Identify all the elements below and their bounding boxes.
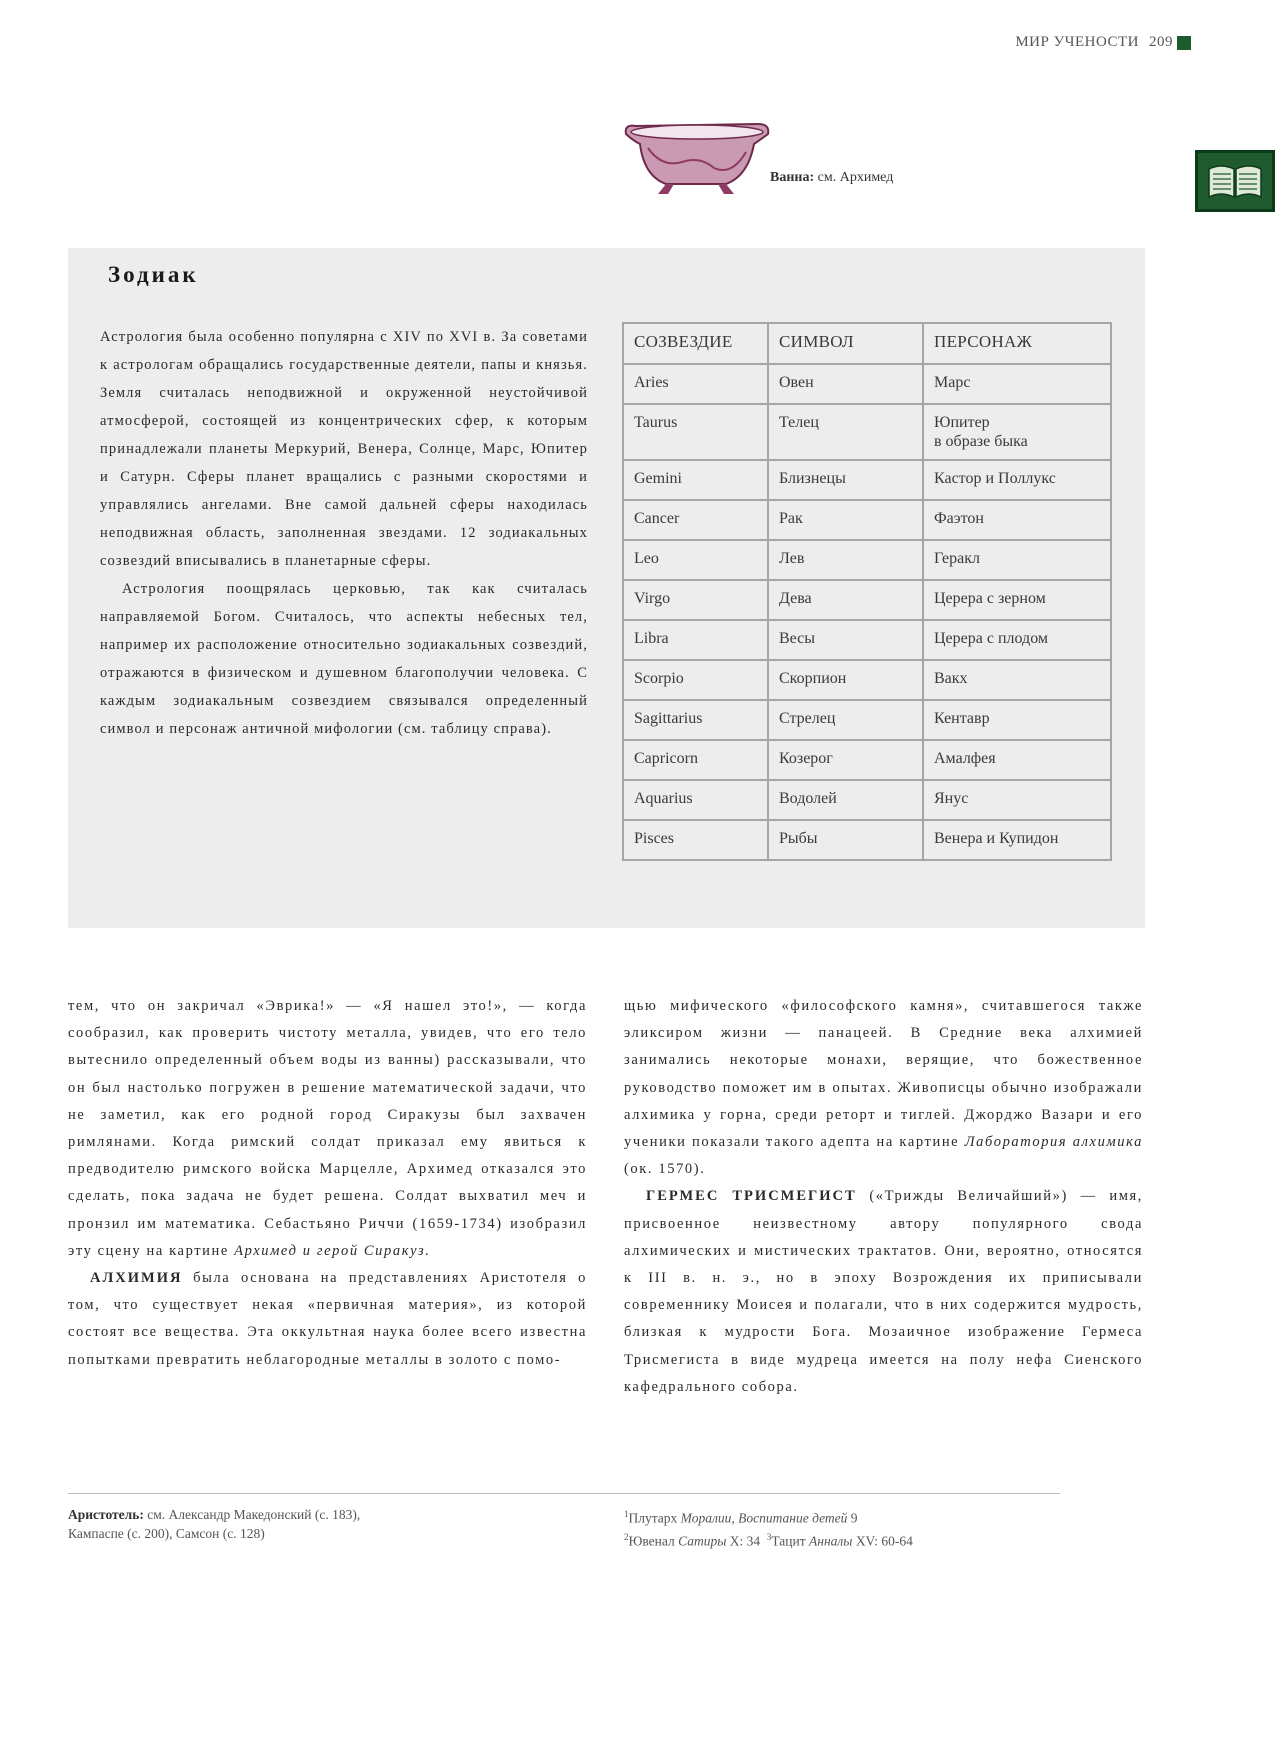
character-cell: Вакх <box>923 660 1111 700</box>
footnote-author: Плутарх <box>628 1510 681 1526</box>
footnote-2-3 <box>624 1528 1044 1551</box>
footnote-ref: 9 <box>847 1510 858 1526</box>
symbol-cell: Рыбы <box>768 820 923 860</box>
character-cell: Янус <box>923 780 1111 820</box>
alchemy-continued-paragraph <box>624 993 1143 1183</box>
archimedes-text: тем, что он закричал «Эврика!» — «Я нашел это!», — когда сообразил, как проверить чистоту металла, увидев, что его тело вытеснило определенный объем воды из ванны) рассказывали, что он был настолько погружен в решение математической задачи, что не заметил, как его родной город Сиракузы был захвачен римлянами. Когда римский солдат приказал ему явиться к предводителю римского войска Марцелле, Архимед отказался это сделать, пока задача не будет решена. Солдат выхватил меч и пронзил им математика. Себастьяно Риччи (1659-1734) изобразил эту сцену на картине <box>68 998 587 1259</box>
header-marker <box>1177 36 1191 50</box>
footnote-1 <box>624 1505 1044 1528</box>
hermes-keyword: ГЕРМЕС ТРИСМЕГИСТ <box>646 1188 857 1205</box>
table-row <box>623 820 1111 860</box>
zodiac-paragraph-2: Астрология поощрялась церковью, так как считалась направляемой Богом. Считалось, что аспекты небесных тел, например их расположение относительно зодиакальных созвездий, отражаются в физическом и душевном благополучии человека. С каждым зодиакальным созвездием связывался определенный символ и персонаж античной мифологии (см. таблицу справа). <box>100 581 588 737</box>
cross-reference-term: Аристотель: <box>68 1507 144 1522</box>
table-row <box>623 580 1111 620</box>
constellation-cell: Gemini <box>623 460 768 500</box>
constellation-cell: Aries <box>623 364 768 404</box>
column-header: СОЗВЕЗДИЕ <box>623 323 768 364</box>
footnote-ref: X: 34 <box>726 1533 761 1548</box>
constellation-cell: Sagittarius <box>623 700 768 740</box>
footnote-author: Тацит <box>771 1533 810 1548</box>
constellation-cell: Leo <box>623 540 768 580</box>
constellation-cell: Capricorn <box>623 740 768 780</box>
page-number: 209 <box>1149 34 1173 50</box>
zodiac-text <box>100 323 588 743</box>
table-row <box>623 500 1111 540</box>
table-row <box>623 364 1111 404</box>
footnote-number: 1 <box>624 1509 629 1519</box>
symbol-cell: Близнецы <box>768 460 923 500</box>
running-head <box>1015 34 1173 51</box>
table-row <box>623 620 1111 660</box>
symbol-cell: Овен <box>768 364 923 404</box>
character-cell: Геракл <box>923 540 1111 580</box>
bath-caption-term: Ванна: <box>770 170 815 185</box>
character-cell: Марс <box>923 364 1111 404</box>
character-cell: Кентавр <box>923 700 1111 740</box>
symbol-cell: Телец <box>768 404 923 460</box>
footnote-number: 3 <box>766 1531 772 1542</box>
footnote-work: Анналы <box>809 1533 853 1548</box>
zodiac-table-body <box>623 364 1111 860</box>
section-tab[interactable] <box>1195 150 1275 212</box>
table-row <box>623 740 1111 780</box>
character-cell: Фаэтон <box>923 500 1111 540</box>
character-cell: Венера и Купидон <box>923 820 1111 860</box>
zodiac-sidebar <box>68 248 1145 928</box>
table-row <box>623 700 1111 740</box>
symbol-cell: Скорпион <box>768 660 923 700</box>
table-header-row <box>623 323 1111 364</box>
symbol-cell: Водолей <box>768 780 923 820</box>
symbol-cell: Весы <box>768 620 923 660</box>
footnote-ref: XV: 60-64 <box>852 1533 913 1548</box>
character-cell: Амалфея <box>923 740 1111 780</box>
footnote-work: Сатиры <box>678 1533 727 1548</box>
footnote-author: Ювенал <box>628 1533 679 1548</box>
character-cell: Юпитер в образе быка <box>923 404 1111 460</box>
section-title: МИР УЧЕНОСТИ <box>1015 34 1139 50</box>
table-row <box>623 460 1111 500</box>
zodiac-table <box>622 322 1112 861</box>
hermes-text: («Трижды Величайший») — имя, присвоенное неизвестному автору популярного свода алхимических и мистических трактатов. Они, вероятно, относятся к III в. н. э., но в эпоху Возрождения их приписывали современнику Моисея и полагали, что в них содержится мудрость, близкая к мудрости Бога. Мозаичное изображение Гермеса Трисмегиста в виде мудреца имеется на полу нефа Сиенского кафедрального собора. <box>624 1188 1143 1395</box>
bathtub-illustration <box>622 118 772 196</box>
footnotes <box>624 1505 1044 1550</box>
archimedes-paragraph <box>68 993 587 1265</box>
left-column <box>68 993 587 1374</box>
alchemy-continued-text: щью мифического «философского камня», считавшегося также эликсиром жизни — панацеей. В Средние века алхимией занимались некоторые монахи, верящие, что божественное руководство поможет им в опытах. Живописцы обычно изображали алхимика у горна, среди реторт и тиглей. Джорджо Вазари и его ученики показали такого адепта на картине <box>624 998 1143 1151</box>
constellation-cell: Cancer <box>623 500 768 540</box>
zodiac-title: Зодиак <box>108 262 199 287</box>
table-row <box>623 540 1111 580</box>
character-cell: Кастор и Поллукс <box>923 460 1111 500</box>
cross-reference-line-2[interactable]: Кампаспе (с. 200), Самсон (с. 128) <box>68 1526 265 1541</box>
symbol-cell: Дева <box>768 580 923 620</box>
bathtub-caption <box>770 170 893 186</box>
table-row <box>623 780 1111 820</box>
symbol-cell: Козерог <box>768 740 923 780</box>
symbol-cell: Рак <box>768 500 923 540</box>
constellation-cell: Taurus <box>623 404 768 460</box>
footnote-divider <box>68 1493 1060 1494</box>
footnote-number: 2 <box>624 1531 629 1542</box>
hermes-paragraph <box>624 1183 1143 1401</box>
table-row <box>623 404 1111 460</box>
constellation-cell: Pisces <box>623 820 768 860</box>
alchemy-keyword: АЛХИМИЯ <box>90 1270 183 1287</box>
alchemy-text: была основана на представлениях Аристотеля о том, что существует некая «первичная материя», из которой состоят все вещества. Эта оккультная наука более всего известна попытками превратить неблагородные металлы в золото с помо- <box>68 1270 587 1368</box>
column-header: СИМВОЛ <box>768 323 923 364</box>
right-column <box>624 993 1143 1401</box>
symbol-cell: Лев <box>768 540 923 580</box>
cross-references <box>68 1505 528 1543</box>
character-cell: Церера с плодом <box>923 620 1111 660</box>
open-book-icon <box>1205 161 1265 201</box>
alchemy-paragraph <box>68 1265 587 1374</box>
footnote-work: Моралии, Воспитание детей <box>680 1510 848 1526</box>
cross-reference-text[interactable]: см. Александр Македонский (с. 183), <box>143 1507 361 1522</box>
constellation-cell: Virgo <box>623 580 768 620</box>
character-cell: Церера с зерном <box>923 580 1111 620</box>
constellation-cell: Aquarius <box>623 780 768 820</box>
painting-date: (ок. 1570). <box>624 1161 706 1178</box>
table-row <box>623 660 1111 700</box>
cross-reference-line-1 <box>68 1505 528 1524</box>
column-header: ПЕРСОНАЖ <box>923 323 1111 364</box>
bath-caption-ref[interactable]: см. Архимед <box>817 170 894 185</box>
constellation-cell: Scorpio <box>623 660 768 700</box>
symbol-cell: Стрелец <box>768 700 923 740</box>
painting-title: Архимед и герой Сиракуз. <box>234 1242 431 1259</box>
painting-title: Лаборатория алхимика <box>964 1134 1143 1151</box>
constellation-cell: Libra <box>623 620 768 660</box>
zodiac-paragraph-1: Астрология была особенно популярна с XIV по XVI в. За советами к астрологам обращались государственные деятели, папы и князья. Земля считалась неподвижной и окруженной неустойчивой атмосферой, состоящей из концентрических сфер, к которым принадлежали планеты Меркурий, Венера, Солнце, Марс, Юпитер и Сатурн. Сферы планет вращались с разными скоростями и управлялись ангелами. Вне самой дальней сферы находилась неподвижная область, заполненная звездами. 12 зодиакальных созвездий вписывались в планетарные сферы. <box>100 329 588 569</box>
